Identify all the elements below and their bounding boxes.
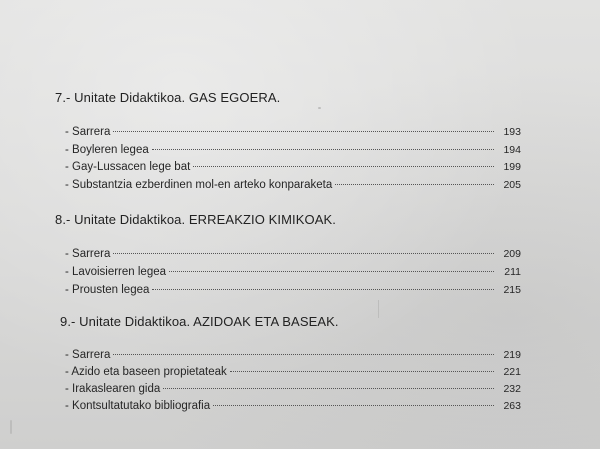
toc-entry (65, 282, 521, 298)
scan-speck (318, 107, 321, 109)
toc-entry (65, 142, 521, 158)
entry-page: 215 (503, 284, 521, 296)
entry-page: 232 (503, 383, 521, 395)
entry-label: - Sarrera (65, 349, 111, 361)
dot-leader (213, 405, 494, 406)
dot-leader (335, 184, 494, 185)
entry-page: 209 (503, 248, 521, 260)
dot-leader (113, 354, 494, 355)
dot-leader (152, 149, 494, 150)
entry-page: 193 (503, 126, 521, 138)
entry-label: - Sarrera (65, 126, 111, 138)
toc-entry (65, 159, 521, 175)
dot-leader (193, 166, 494, 167)
dot-leader (152, 289, 494, 290)
dot-leader (163, 388, 494, 389)
entry-label: - Prousten legea (65, 284, 150, 296)
entry-page: 211 (504, 266, 521, 278)
entry-label: - Azido eta baseen propietateak (65, 366, 227, 378)
section-title-7: 7.- Unitate Didaktikoa. GAS EGOERA. (55, 90, 281, 105)
entry-page: 263 (503, 400, 521, 412)
entry-page: 194 (503, 144, 521, 156)
entry-label: - Sarrera (65, 248, 111, 260)
entry-page: 221 (503, 366, 521, 378)
dot-leader (113, 253, 494, 254)
toc-entry (65, 364, 521, 380)
entry-label: - Lavoisierren legea (65, 266, 167, 278)
toc-entry (65, 347, 521, 363)
entry-label: - Boyleren legea (65, 144, 149, 156)
entry-page: 199 (503, 161, 521, 173)
scan-speck (10, 420, 12, 434)
dot-leader (169, 271, 494, 272)
toc-entry (65, 124, 521, 140)
toc-entry (65, 177, 521, 193)
section-title-9: 9.- Unitate Didaktikoa. AZIDOAK ETA BASEAK. (60, 314, 339, 329)
dot-leader (230, 371, 494, 372)
toc-entry (65, 398, 521, 414)
entry-label: - Kontsultatutako bibliografia (65, 400, 211, 412)
section-title-8: 8.- Unitate Didaktikoa. ERREAKZIO KIMIKOAK. (55, 212, 337, 227)
toc-entry (65, 264, 521, 280)
toc-entry (65, 381, 521, 397)
toc-entry (65, 246, 521, 262)
scan-speck (378, 300, 379, 318)
entry-label: - Substantzia ezberdinen mol-en arteko konparaketa (65, 179, 333, 191)
entry-label: - Irakaslearen gida (65, 383, 161, 395)
dot-leader (113, 131, 494, 132)
entry-page: 205 (503, 179, 521, 191)
entry-page: 219 (503, 349, 521, 361)
entry-label: - Gay-Lussacen lege bat (65, 161, 191, 173)
